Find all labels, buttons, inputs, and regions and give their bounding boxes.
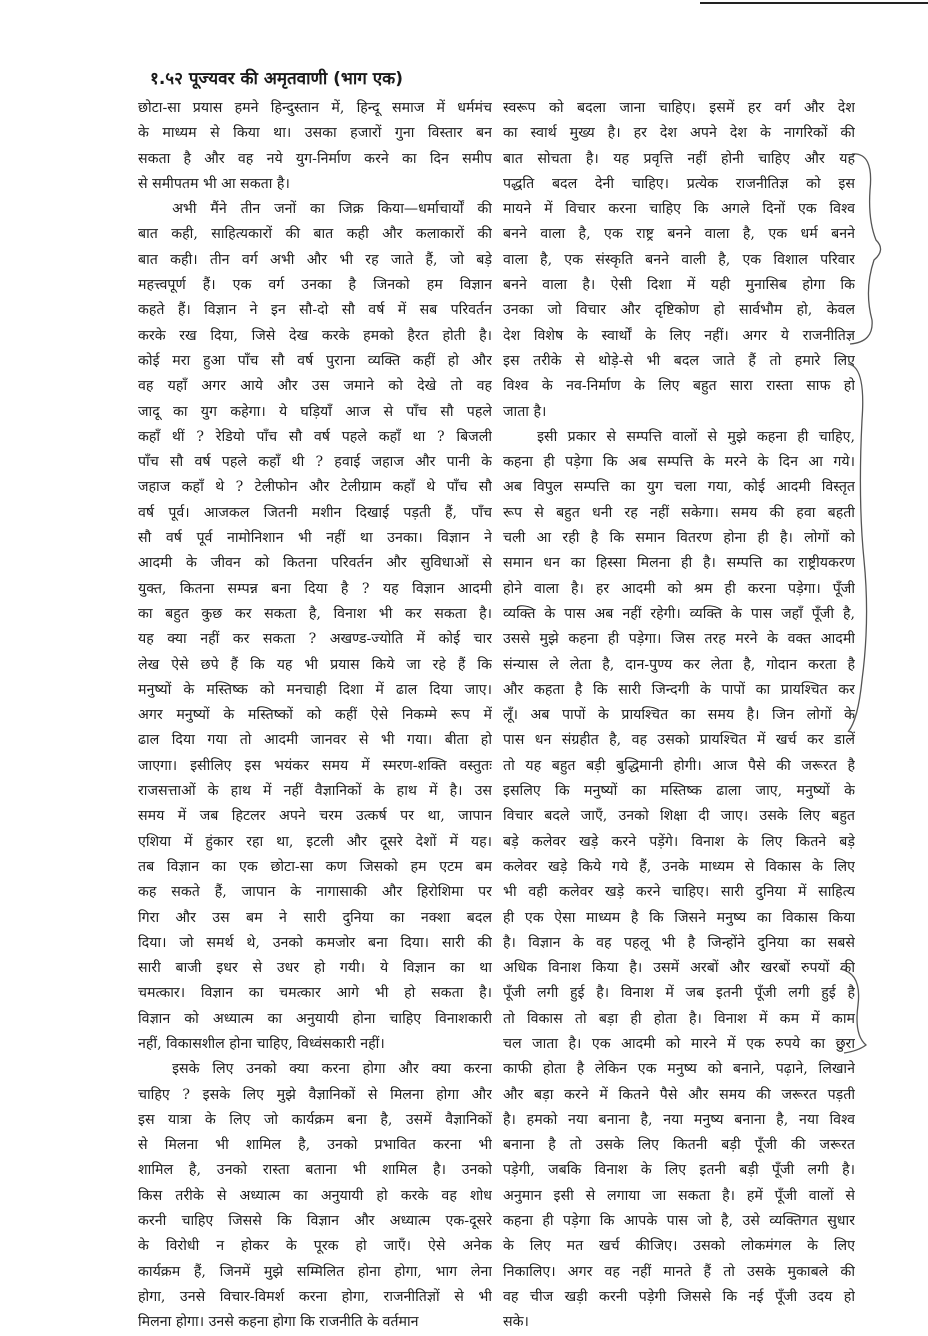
text-line: ही एक ऐसा माध्यम है कि जिसने मनुष्य का विकास किया xyxy=(503,909,855,926)
text-line: छोटा-सा प्रयास हमने हिन्दुस्तान में, हिन्दू समाज में धर्ममंच xyxy=(138,100,492,116)
text-line: होने वाला है। हर आदमी को श्रम ही करना पड़ेगा। पूँजी xyxy=(503,580,855,597)
text-line: है। विज्ञान के वह पहलू भी है जिन्होंने दुनिया का सबसे xyxy=(503,934,855,951)
text-line: ढाल दिया गया तो आदमी जानवर से भी गया। बीता हो xyxy=(138,732,492,749)
text-line: वर्ष पूर्व। आजकल जितनी मशीन दिखाई पड़ती हैं, पाँच xyxy=(138,504,492,521)
text-line: भी वही कलेवर खड़े करने चाहिए। सारी दुनिया में साहित्य xyxy=(503,884,855,901)
text-line: अब विपुल सम्पत्ति का युग चला गया, कोई आदमी विस्तृत xyxy=(503,479,855,496)
text-line: कलेवर खड़े किये गये हैं, उनके माध्यम से विकास के लिए xyxy=(503,858,855,875)
text-line: संन्यास ले लेता है, दान-पुण्य कर लेता है, गोदान करता है xyxy=(503,656,855,673)
text-line: चली आ रही है कि समान वितरण होना ही है। लोगों को xyxy=(503,530,855,547)
text-line: कहना ही पड़ेगा कि अब सम्पत्ति के मरने के दिन आ गये। xyxy=(503,454,855,471)
text-line: सके। xyxy=(503,1314,529,1331)
text-line: कहते हैं। विज्ञान ने इन सौ-दो सौ वर्ष में सब परिवर्तन xyxy=(138,302,492,319)
text-line: एशिया में हुंकार रहा था, इटली और दूसरे देशों में यह। xyxy=(138,833,492,850)
text-line: होगा, उनसे विचार-विमर्श करना होगा, राजनीतिज्ञों से भी xyxy=(138,1288,492,1305)
text-line: इस तरीके से थोड़े-से भी बदल जाते हैं तो हमारे लिए xyxy=(503,352,855,369)
text-line: गिरा और उस बम ने सारी दुनिया का नक्शा बदल xyxy=(138,909,492,926)
text-line: अगर मनुष्यों के मस्तिष्कों को कहीं ऐसे निकम्मे रूप में xyxy=(138,707,492,724)
text-line: युक्त, कितना सम्पन्न बना दिया है ? यह विज्ञान आदमी xyxy=(138,580,492,597)
text-line: पूँजी लगी हुई है। विनाश में जब इतनी पूँजी लगी हुई है xyxy=(503,985,855,1002)
text-line: राजसत्ताओं के हाथ में नहीं वैज्ञानिकों के हाथ में है। उस xyxy=(138,783,492,800)
text-line: अधिक विनाश किया है। उसमें अरबों और खरबों रुपयों की xyxy=(503,960,855,977)
text-line: उनका जो विचार और दृष्टिकोण हो सार्वभौम हो, केवल xyxy=(503,302,855,319)
text-line: किस तरीके से अध्यात्म का अनुयायी हो करके वह शोध xyxy=(138,1187,492,1204)
text-line: और बड़ा करने में कितने पैसे और समय की जरूरत पड़ती xyxy=(503,1086,855,1103)
text-line: नहीं, विकासशील होना चाहिए, विध्वंसकारी नहीं। xyxy=(138,1035,385,1052)
text-line: काफी होता है लेकिन एक मनुष्य को बनाने, पढ़ाने, लिखाने xyxy=(503,1061,855,1078)
text-line: जाता है। xyxy=(503,403,547,420)
text-line: इसी प्रकार से सम्पत्ति वालों से मुझे कहना ही चाहिए, xyxy=(537,428,855,445)
text-line: के विरोधी न होकर के पूरक हो जाएँ। ऐसे अनेक xyxy=(138,1238,492,1255)
text-line: अनुमान इसी से लगाया जा सकता है। हमें पूँजी वालों से xyxy=(503,1187,855,1204)
text-line: बड़े कलेवर खड़े करने पड़ेंगे। विनाश के लिए कितने बड़े xyxy=(503,833,855,850)
margin-bracket-top xyxy=(846,150,896,350)
text-line: विज्ञान को अध्यात्म का अनुयायी होना चाहिए विनाशकारी xyxy=(138,1010,492,1027)
text-line: व्यक्ति के पास अब नहीं रहेगी। व्यक्ति के पास जहाँ पूँजी है, xyxy=(503,605,855,622)
text-line: समान धन का हिस्सा मिलना ही है। सम्पत्ति का राष्ट्रीयकरण xyxy=(503,555,855,572)
text-line: के माध्यम से किया था। उसका हजारों गुना विस्तार बन xyxy=(138,125,492,142)
text-line: शामिल है, उनको रास्ता बताना भी शामिल है। उनको xyxy=(138,1162,492,1179)
text-line: से समीपतम भी आ सकता है। xyxy=(138,175,290,192)
paragraph xyxy=(503,425,855,1336)
text-line: और कहता है कि सारी जिन्दगी के पापों का प्रायश्चित कर xyxy=(503,681,855,698)
paragraph xyxy=(138,1057,492,1335)
text-line: मनुष्यों के मस्तिष्क को मनचाही दिशा में ढाल दिया जाए। xyxy=(138,681,492,698)
text-line: पाँच सौ वर्ष पहले कहाँ थी ? हवाई जहाज और पानी के xyxy=(138,454,492,471)
text-line: आदमी के जीवन को कितना परिवर्तन और सुविधाओं से xyxy=(138,555,492,572)
page-header: १.५२ पूज्यवर की अमृतवाणी (भाग एक) xyxy=(150,69,403,89)
text-line: पास धन संग्रहीत है, वह उसको प्रायश्चित में खर्च कर डालें xyxy=(503,732,855,749)
text-line: तो विकास तो बड़ा ही होता है। विनाश में कम में काम xyxy=(503,1010,855,1027)
text-line: वह यहाँ अगर आये और उस जमाने को देखे तो वह xyxy=(138,378,492,395)
text-line: कोई मरा हुआ पाँच सौ वर्ष पुराना व्यक्ति कहीं हो और xyxy=(138,352,492,369)
text-line: दिया। जो समर्थ थे, उनको कमजोर बना दिया। सारी की xyxy=(138,934,492,951)
text-line: करके रख दिया, जिसे देख करके हमको हैरत होती है। xyxy=(138,327,492,344)
text-line: वह चीज खड़ी करनी पड़ेगी जिससे कि नई पूँजी उदय हो xyxy=(503,1288,855,1305)
left-column xyxy=(138,96,492,1336)
text-line: यह क्या नहीं कर सकता ? अखण्ड-ज्योति में कोई चार xyxy=(138,631,492,648)
margin-bracket-bottom xyxy=(836,965,876,1055)
text-line: बनाना है तो उसके लिए कितनी बड़ी पूँजी की जरूरत xyxy=(503,1137,855,1154)
text-line: तो यह बहुत बड़ी बुद्धिमानी होगी। आज पैसे की जरूरत है xyxy=(503,757,855,774)
text-line: सारी बाजी इधर से उधर हो गयी। ये विज्ञान का था xyxy=(138,960,492,977)
right-column xyxy=(503,96,855,1336)
text-line: सकता है और वह नये युग-निर्माण करने का दिन समीप xyxy=(138,150,492,167)
text-line: बात सोचता है। यह प्रवृत्ति नहीं होनी चाहिए और यह xyxy=(503,150,855,167)
text-line: जाएगा। इसीलिए इस भयंकर समय में स्मरण-शक्ति वस्तुतः xyxy=(138,757,492,774)
text-line: निकालिए। अगर वह नहीं मानते हैं तो उसके मुकाबले की xyxy=(503,1263,855,1280)
margin-bracket-middle xyxy=(844,360,884,740)
text-line: महत्त्वपूर्ण हैं। एक वर्ग उनका है जिनको हम विज्ञान xyxy=(138,277,492,294)
text-line: मिलना होगा। उनसे कहना होगा कि राजनीति के वर्तमान xyxy=(138,1314,419,1331)
scan-border-line xyxy=(700,2,928,4)
text-line: विचार बदले जाएँ, उनको शिक्षा दी जाए। उसके लिए बहुत xyxy=(503,808,855,825)
text-line: करनी चाहिए जिससे कि विज्ञान और अध्यात्म एक-दूसरे xyxy=(138,1213,492,1230)
text-line: स्वरूप को बदला जाना चाहिए। इसमें हर वर्ग और देश xyxy=(503,100,855,116)
text-line: अभी मैंने तीन जनों का जिक्र किया—धर्माचार्यों की xyxy=(172,201,492,218)
text-line: मायने में विचार करना चाहिए कि अगले दिनों एक विश्व xyxy=(503,201,855,218)
paragraph xyxy=(138,197,492,1057)
text-line: इस यात्रा के लिए जो कार्यक्रम बना है, उसमें वैज्ञानिकों xyxy=(138,1111,492,1128)
text-line: जहाज कहाँ थे ? टेलीफोन और टेलीग्राम कहाँ थे पाँच सौ xyxy=(138,479,492,496)
text-line: रूप से बहुत धनी रह नहीं सकेगा। समय की हवा बहती xyxy=(503,504,855,521)
text-line: के लिए मत खर्च कीजिए। उसको लोकमंगल के लिए xyxy=(503,1238,855,1255)
text-line: इसके लिए उनको क्या करना होगा और क्या करना xyxy=(172,1061,492,1078)
text-line: कहाँ थीं ? रेडियो पाँच सौ वर्ष पहले कहाँ था ? बिजली xyxy=(138,428,492,445)
text-line: चल जाता है। एक आदमी को मारने में एक रुपये का छुरा xyxy=(503,1035,855,1052)
text-line: लेख ऐसे छपे हैं कि यह भी प्रयास किये जा रहे हैं कि xyxy=(138,656,492,673)
paragraph xyxy=(503,96,855,425)
text-line: कहना ही पड़ेगा कि आपके पास जो है, उसे व्यक्तिगत सुधार xyxy=(503,1213,855,1230)
text-line: देश विशेष के स्वार्थों के लिए नहीं। अगर ये राजनीतिज्ञ xyxy=(503,327,855,344)
text-line: बात कही, साहित्यकारों की बात कही और कलाकारों की xyxy=(138,226,492,243)
text-line: इसलिए कि मनुष्यों का मस्तिष्क ढाला जाए, मनुष्यों के xyxy=(503,783,855,800)
text-line: कह सकते हैं, जापान के नागासाकी और हिरोशिमा पर xyxy=(138,884,492,901)
text-line: सौ वर्ष पूर्व नामोनिशान भी नहीं था उनका। विज्ञान ने xyxy=(138,530,492,547)
text-line: समय में जब हिटलर अपने चरम उत्कर्ष पर था, जापान xyxy=(138,808,492,825)
text-line: पद्धति बदल देनी चाहिए। प्रत्येक राजनीतिज्ञ को इस xyxy=(503,175,855,192)
text-line: बनने वाला है, एक राष्ट्र बनने वाला है, एक धर्म बनने xyxy=(503,226,855,243)
text-line: लूँ। अब पापों के प्रायश्चित का समय है। जिन लोगों के xyxy=(503,707,855,724)
text-line: कार्यक्रम हैं, जिनमें मुझे सम्मिलित होना होगा, भाग लेना xyxy=(138,1263,492,1280)
text-line: बनने वाला है। ऐसी दिशा में यही मुनासिब होगा कि xyxy=(503,277,855,294)
text-line: से मिलना भी शामिल है, उनको प्रभावित करना भी xyxy=(138,1137,492,1154)
text-line: चमत्कार। विज्ञान का चमत्कार आगे भी हो सकता है। xyxy=(138,985,492,1002)
text-line: है। हमको नया बनाना है, नया मनुष्य बनाना है, नया विश्व xyxy=(503,1111,855,1128)
text-line: का स्वार्थ मुख्य है। हर देश अपने देश के नागरिकों की xyxy=(503,125,855,142)
text-line: उससे मुझे कहना ही पड़ेगा। जिस तरह मरने के वक्त आदमी xyxy=(503,631,855,648)
text-line: का बहुत कुछ कर सकता है, विनाश भी कर सकता है। xyxy=(138,605,492,622)
text-line: चाहिए ? इसके लिए मुझे वैज्ञानिकों से मिलना होगा और xyxy=(138,1086,492,1103)
text-line: वाला है, एक संस्कृति बनने वाली है, एक विशाल परिवार xyxy=(503,251,855,268)
text-line: पड़ेगी, जबकि विनाश के लिए इतनी बड़ी पूँजी लगी है। xyxy=(503,1162,855,1179)
text-line: विश्व के नव-निर्माण के लिए बहुत सारा रास्ता साफ हो xyxy=(503,378,855,395)
paragraph xyxy=(138,96,492,197)
text-line: बात कही। तीन वर्ग अभी और भी रह जाते हैं, जो बड़े xyxy=(138,251,492,268)
text-line: तब विज्ञान का एक छोटा-सा कण जिसको हम एटम बम xyxy=(138,858,492,875)
text-line: जादू का युग कहेगा। ये घड़ियाँ आज से पाँच सौ पहले xyxy=(138,403,492,420)
